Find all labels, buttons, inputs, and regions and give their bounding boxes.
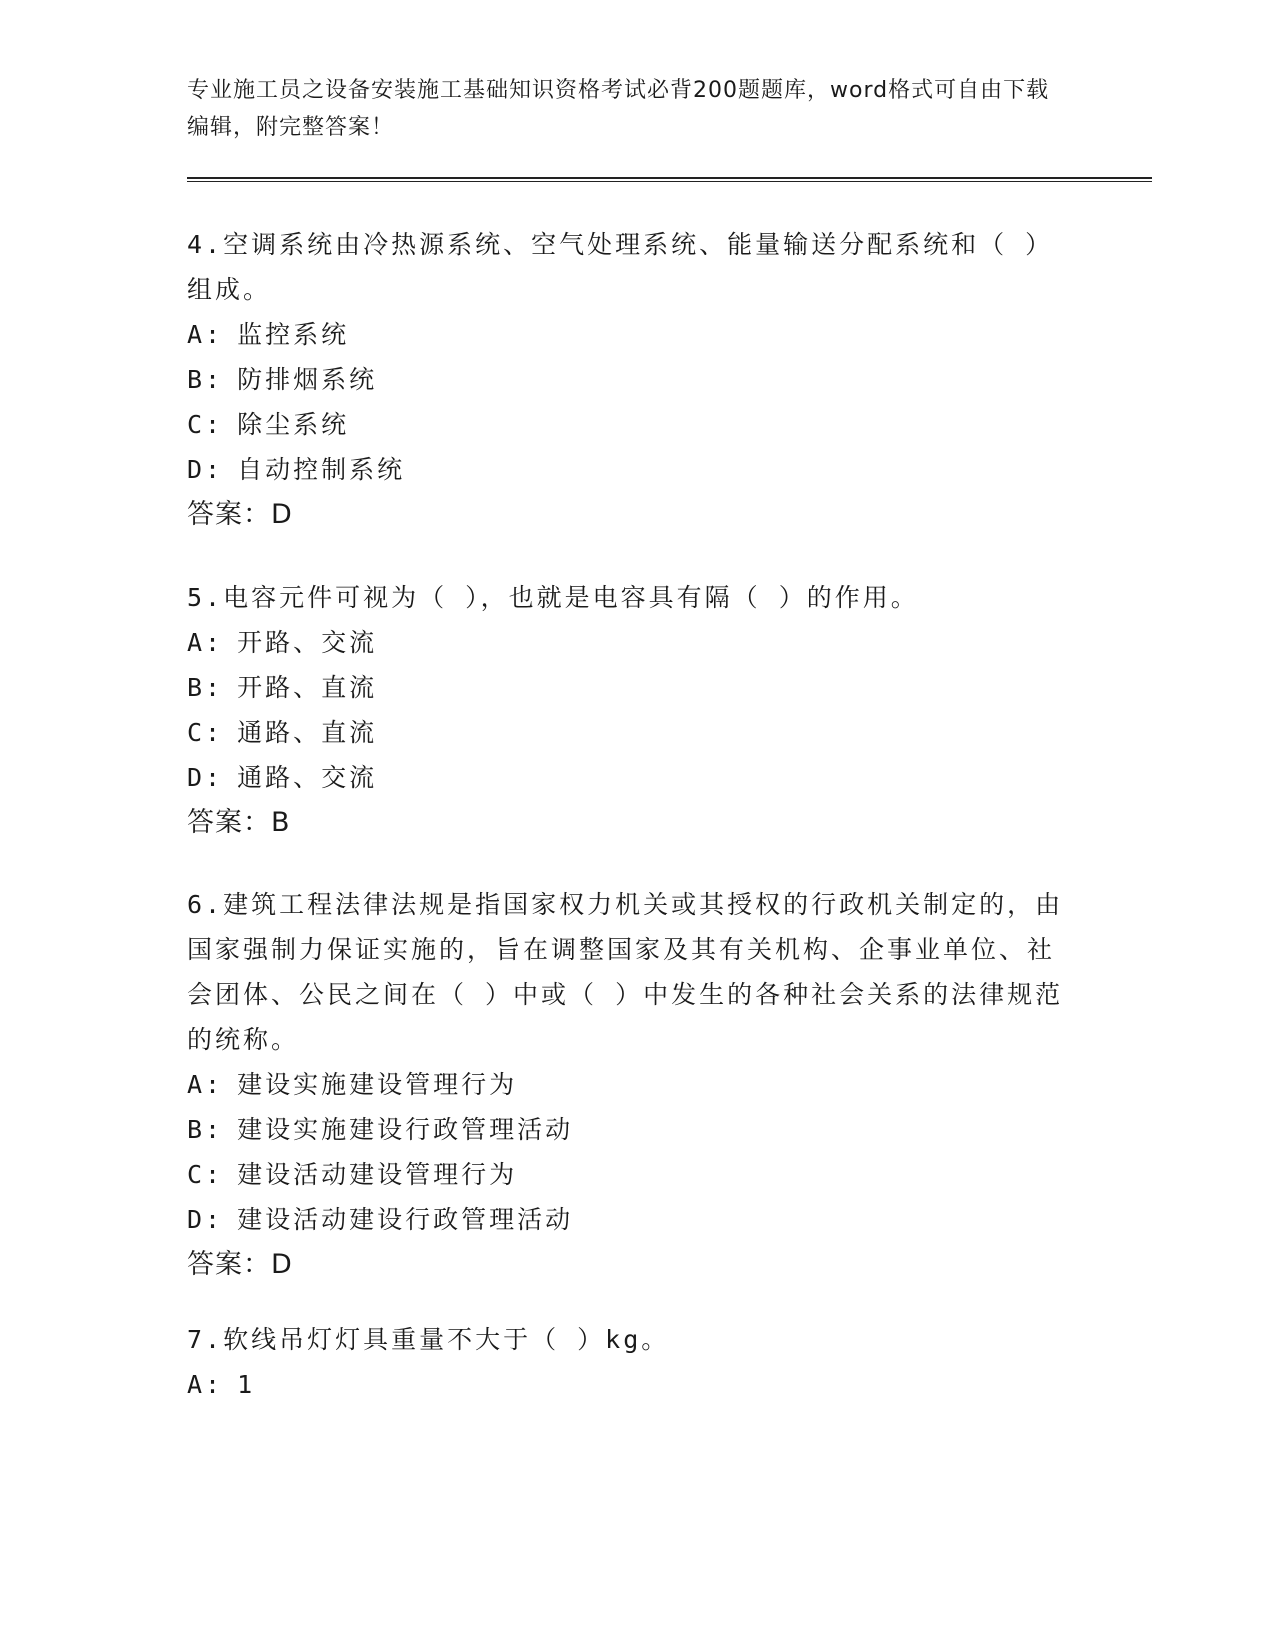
option-d bbox=[187, 755, 1067, 800]
option-text: 建设活动建设管理行为 bbox=[237, 1160, 518, 1189]
answer-line: 答案：B bbox=[187, 807, 291, 838]
option-letter: D: bbox=[187, 455, 224, 484]
option-letter: D: bbox=[187, 763, 224, 792]
option-letter: C: bbox=[187, 410, 224, 439]
option-letter: B: bbox=[187, 365, 224, 394]
option-letter: B: bbox=[187, 1115, 224, 1144]
option-text: 通路、直流 bbox=[237, 718, 378, 747]
option-text: 自动控制系统 bbox=[237, 455, 406, 484]
question-stem: 7.软线吊灯灯具重量不大于（ ）kg。 bbox=[187, 1325, 670, 1354]
question-stem: 5.电容元件可视为（ ），也就是电容具有隔（ ）的作用。 bbox=[187, 583, 919, 612]
option-c bbox=[187, 710, 1067, 755]
option-text: 1 bbox=[237, 1370, 256, 1399]
option-text: 监控系统 bbox=[237, 320, 350, 349]
option-text: 建设活动建设行政管理活动 bbox=[237, 1205, 574, 1234]
option-text: 除尘系统 bbox=[237, 410, 350, 439]
option-letter: A: bbox=[187, 1370, 224, 1399]
option-text: 防排烟系统 bbox=[237, 365, 378, 394]
answer-line: 答案：D bbox=[187, 499, 293, 530]
option-a bbox=[187, 620, 1067, 665]
option-b bbox=[187, 665, 1067, 710]
option-d bbox=[187, 447, 1067, 492]
option-list bbox=[187, 1362, 1067, 1407]
option-letter: A: bbox=[187, 628, 224, 657]
option-b bbox=[187, 357, 1067, 402]
question-4 bbox=[187, 222, 1067, 537]
question-stem: 4.空调系统由冷热源系统、空气处理系统、能量输送分配系统和（ ）组成。 bbox=[187, 230, 1054, 304]
question-stem: 6.建筑工程法律法规是指国家权力机关或其授权的行政机关制定的，由国家强制力保证实施的，旨在调整国家及其有关机构、企事业单位、社会团体、公民之间在（ ）中或（ ）中发生的各种社会关系的法律规范的统称。 bbox=[187, 890, 1064, 1054]
answer-line: 答案：D bbox=[187, 1249, 293, 1280]
option-text: 通路、交流 bbox=[237, 763, 378, 792]
option-c bbox=[187, 402, 1067, 447]
option-c bbox=[187, 1152, 1067, 1197]
option-text: 开路、直流 bbox=[237, 673, 378, 702]
option-b bbox=[187, 1107, 1067, 1152]
option-letter: A: bbox=[187, 320, 224, 349]
option-list bbox=[187, 312, 1067, 492]
option-text: 建设实施建设管理行为 bbox=[237, 1070, 518, 1099]
question-7 bbox=[187, 1317, 1067, 1407]
option-letter: D: bbox=[187, 1205, 224, 1234]
question-6 bbox=[187, 882, 1067, 1287]
question-5 bbox=[187, 575, 1067, 845]
option-letter: A: bbox=[187, 1070, 224, 1099]
option-list bbox=[187, 620, 1067, 800]
option-d bbox=[187, 1197, 1067, 1242]
option-text: 开路、交流 bbox=[237, 628, 378, 657]
document-title: 专业施工员之设备安装施工基础知识资格考试必背200题题库，word格式可自由下载编辑，附完整答案！ bbox=[187, 78, 1050, 140]
option-a bbox=[187, 312, 1067, 357]
option-a bbox=[187, 1362, 1067, 1407]
option-letter: B: bbox=[187, 673, 224, 702]
option-list bbox=[187, 1062, 1067, 1242]
header-divider bbox=[187, 177, 1152, 182]
option-a bbox=[187, 1062, 1067, 1107]
option-letter: C: bbox=[187, 718, 224, 747]
option-letter: C: bbox=[187, 1160, 224, 1189]
option-text: 建设实施建设行政管理活动 bbox=[237, 1115, 574, 1144]
